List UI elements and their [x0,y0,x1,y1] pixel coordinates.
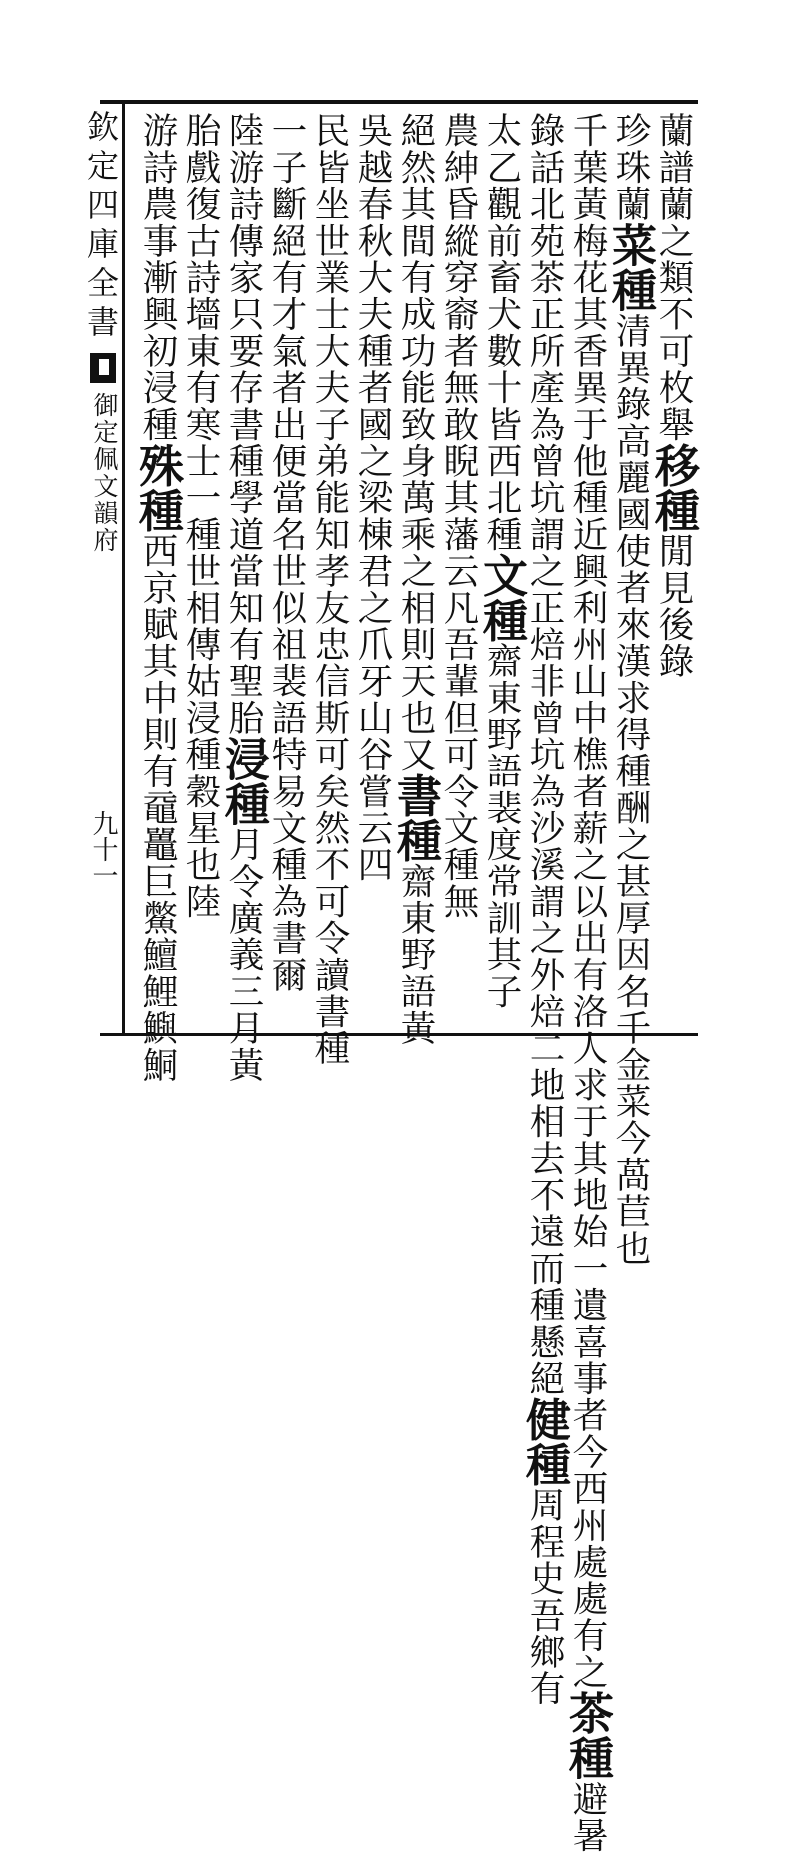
page-number: 九十一 [88,810,118,888]
column-tail: 清異錄高麗國使者來漢求得種酬之甚厚因名千金菜今萵苣也 [610,312,651,1267]
text-column [561,112,614,1854]
text-column [475,112,528,1030]
column-text: 珍珠蘭 [610,112,651,223]
column-tail: 閒見後錄 [653,532,694,680]
column-headword: 書種 [389,772,442,863]
column-tail: 云凡吾輩但可令文種無 [438,552,479,920]
book-title-char: 庫 [86,225,119,263]
column-text: 絕然其間有成功能致身萬乘之相則天也又 [395,112,436,773]
column-text: 農紳昏縱穿窬者無敢睨其藩 [438,112,479,553]
column-headword: 文種 [475,552,528,643]
column-tail: 周程史吾鄉有 [524,1486,565,1707]
column-text: 民皆坐世業士大夫子弟能知孝友忠信斯可矣然不可令讀書種 [309,112,350,1067]
top-border-rule [100,100,698,104]
column-tail: 月令廣義三月黃 [223,825,264,1083]
text-column [434,112,482,1030]
column-headword: 殊種 [131,442,184,533]
column-text: 蘭譜蘭之類不可枚舉 [653,112,694,443]
column-text: 太乙觀前畜犬數十皆西北種 [481,112,522,553]
column-text: 千葉黃梅花其香異于他種近興利州山中樵者薪之以出有洛人求于其地始一遺喜事者今西州處處有之 [567,112,608,1691]
text-column [176,112,224,1030]
column-text: 游詩農事漸興初浸種 [137,112,178,443]
text-column [262,112,310,1030]
column-tail: 山谷嘗云四 [352,699,393,883]
column-text: 一子斷絕有才氣者出便當名世似祖裴語特易文種為書爾 [266,112,307,993]
book-title-char: 四 [86,186,119,224]
margin-divider-rule [122,102,125,1035]
column-headword: 移種 [647,442,700,533]
column-headword: 菜種 [604,222,657,313]
text-column [305,112,353,1067]
text-column [389,112,442,1047]
book-title-char: 全 [86,264,119,302]
column-text: 陸游詩傳家只要存書種學道當知有聖胎 [223,112,264,736]
fish-tail-mark-icon [90,353,116,383]
book-title [85,108,121,348]
column-text: 吳越春秋大夫種者國之梁棟君之爪牙 [352,112,393,700]
column-tail: 避暑 [567,1780,608,1854]
book-subtitle: 御定佩文韻府 [90,392,119,554]
text-columns [127,112,700,1854]
book-title-char: 定 [86,147,119,185]
column-tail: 齋東野語裴度常訓其子 [481,642,522,1010]
column-headword: 浸種 [217,735,270,826]
column-tail: 齋東野語黃 [395,862,436,1047]
book-title-char: 書 [86,303,119,341]
book-title-char: 欽 [86,108,119,146]
column-headword: 茶種 [561,1690,614,1781]
column-tail: 姑浸種穀星也陸 [180,662,221,920]
text-column [131,112,184,1083]
column-headword: 健種 [518,1396,571,1487]
column-text: 胎戲復古詩墻東有寒士一種世相傳 [180,112,221,663]
column-text: 錄話北苑茶正所產為曾坑謂之正焙非曾坑為沙溪謂之外焙二地相去不遠而種懸絕 [524,112,565,1397]
text-column [217,112,270,1083]
text-column [604,112,657,1267]
column-tail: 西京賦其中則有黿鼉巨鱉鱣鯉鱮鮦 [137,532,178,1083]
text-column [348,112,396,1030]
